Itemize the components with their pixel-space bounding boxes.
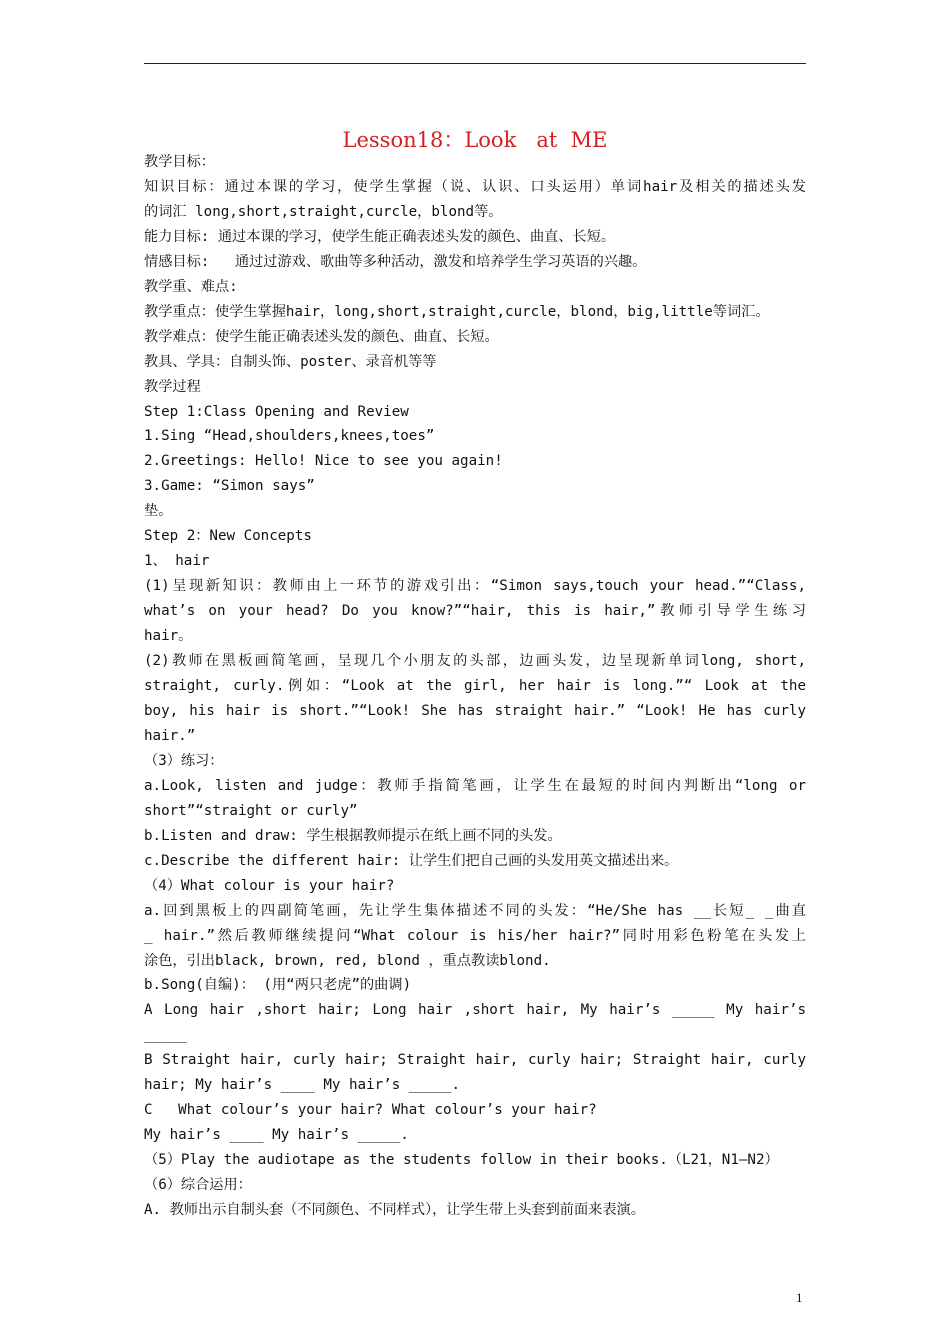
text-line: A Long hair ,short hair; Long hair ,short hair, My hair’s _____ My hair’s — [144, 1002, 806, 1019]
text-line: 教具、学具：自制头饰、poster、录音机等等 — [144, 353, 437, 370]
text-line: Step 2：New Concepts — [144, 528, 312, 545]
text-line: straight, curly.例如：“Look at the girl, her hair is long.”“ Look at the — [144, 678, 806, 695]
text-line: 教学重点：使学生掌握hair，long,short,straight,curcle，blond，big,little等词汇。 — [144, 303, 770, 320]
lesson-title: Lesson18：Look at ME — [342, 128, 608, 152]
header-rule — [144, 63, 806, 64]
text-line: 2.Greetings: Hello! Nice to see you again! — [144, 453, 503, 470]
text-line: _ hair.”然后教师继续提问“What colour is his/her hair?”同时用彩色粉笔在头发上 — [144, 927, 806, 944]
text-line: （6）综合运用： — [144, 1177, 252, 1194]
text-line: 1、 hair — [144, 553, 210, 570]
text-line: 1.Sing “Head,shoulders,knees,toes” — [144, 428, 435, 445]
text-line: (1)呈现新知识：教师由上一环节的游戏引出：“Simon says,touch your head.”“Class, — [144, 578, 806, 595]
text-line: a.Look, listen and judge：教师手指简笔画，让学生在最短的时间内判断出“long or — [144, 777, 806, 794]
text-line: 能力目标: 通过本课的学习，使学生能正确表述头发的颜色、曲直、长短。 — [144, 228, 616, 245]
text-line: 知识目标：通过本课的学习，使学生掌握（说、认识、口头运用）单词hair及相关的描述头发 — [144, 178, 806, 195]
text-line: 教学目标： — [144, 154, 215, 170]
text-line: A. 教师出示自制头套（不同颜色、不同样式），让学生带上头套到前面来表演。 — [144, 1202, 645, 1219]
text-line: 垫。 — [144, 503, 173, 520]
text-line: _____ — [144, 1027, 187, 1044]
text-line: （3）练习： — [144, 752, 224, 769]
text-line: 教学重、难点: — [144, 278, 238, 295]
text-line: B Straight hair, curly hair; Straight hair, curly hair; Straight hair, curly — [144, 1052, 806, 1069]
text-line: c.Describe the different hair: 让学生们把自己画的头发用英文描述出来。 — [144, 852, 679, 869]
page-number: 1 — [796, 1290, 803, 1305]
text-line: b.Listen and draw: 学生根据教师提示在纸上画不同的头发。 — [144, 827, 562, 844]
text-line: what’s on your head? Do you know?”“hair, this is hair,”教师引导学生练习 — [144, 603, 806, 620]
text-line: hair。 — [144, 628, 193, 645]
text-line: 3.Game: “Simon says” — [144, 478, 315, 495]
text-line: C What colour’s your hair? What colour’s your hair? — [144, 1102, 597, 1119]
text-line: hair; My hair’s ____ My hair’s _____. — [144, 1077, 461, 1094]
text-line: boy, his hair is short.”“Look! She has straight hair.” “Look! He has curly — [144, 702, 806, 719]
document-body — [144, 150, 806, 1223]
text-line: 情感目标: 通过过游戏、歌曲等多种活动，激发和培养学生学习英语的兴趣。 — [144, 253, 647, 270]
text-line: 的词汇 long,short,straight,curcle，blond等。 — [144, 203, 503, 220]
text-line: 教学难点：使学生能正确表述头发的颜色、曲直、长短。 — [144, 328, 499, 345]
text-line: （5）Play the audiotape as the students follow in their books.（L21，N1—N2） — [144, 1152, 779, 1169]
text-line: 涂色，引出black, brown, red, blond ，重点教读blond. — [144, 952, 551, 969]
text-line: Step 1:Class Opening and Review — [144, 403, 409, 420]
text-line: My hair’s ____ My hair’s _____. — [144, 1127, 409, 1144]
text-line: 教学过程 — [144, 378, 201, 395]
text-line: （4）What colour is your hair? — [144, 877, 395, 894]
text-line: hair.” — [144, 727, 196, 744]
text-line: (2)教师在黑板画简笔画，呈现几个小朋友的头部，边画头发，边呈现新单词long, short, — [144, 653, 806, 670]
text-line: b.Song(自编)： (用“两只老虎”的曲调) — [144, 977, 412, 994]
text-line: a.回到黑板上的四副简笔画，先让学生集体描述不同的头发：“He/She has __长短_ _曲直 — [144, 902, 806, 919]
text-line: short”“straight or curly” — [144, 802, 358, 819]
